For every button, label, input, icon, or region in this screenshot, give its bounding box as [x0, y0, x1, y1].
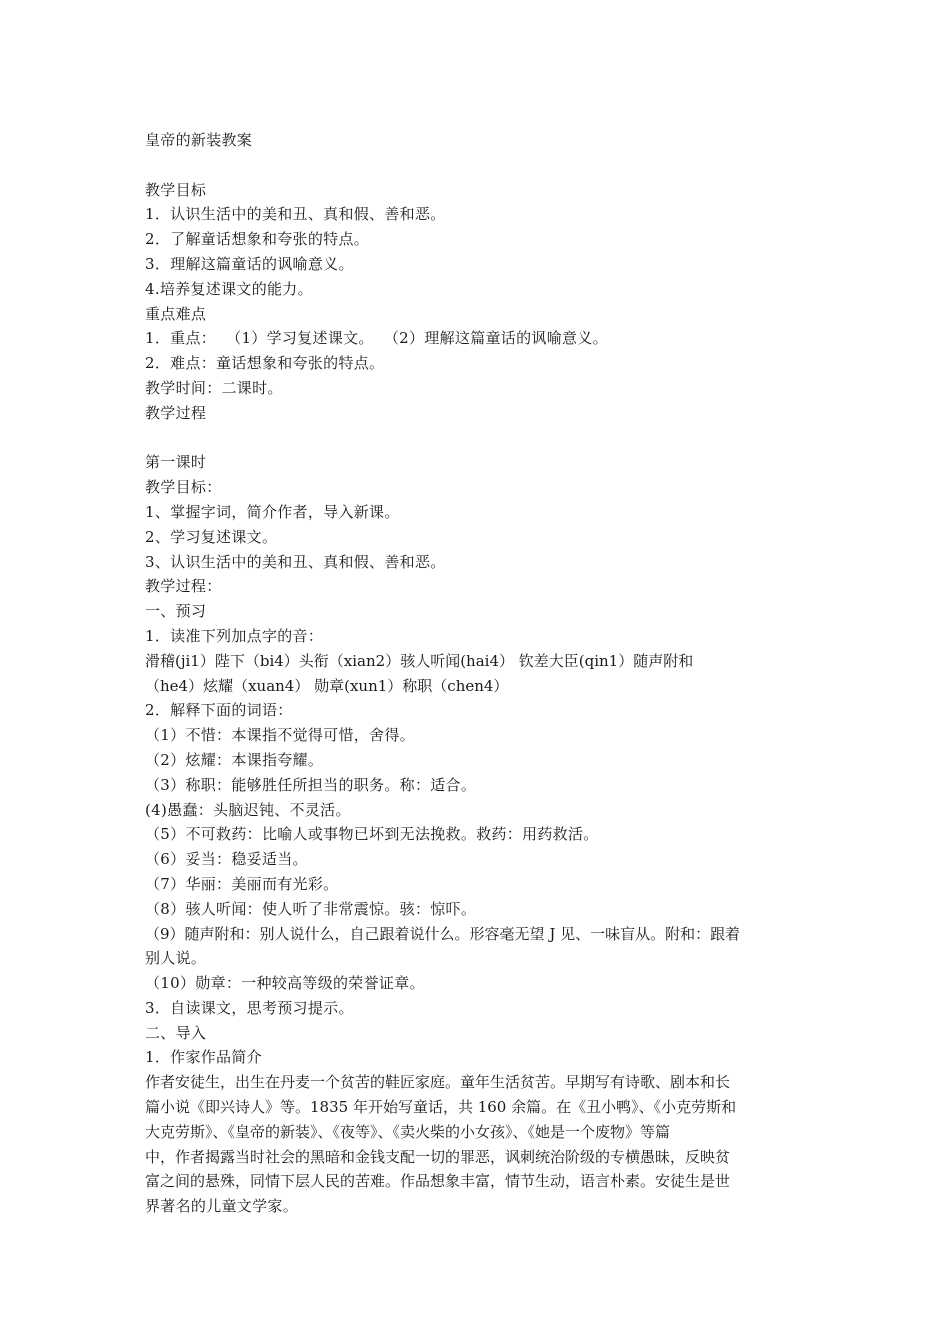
goal-item: 2．了解童话想象和夸张的特点。	[145, 230, 370, 249]
explain-heading: 2．解释下面的词语：	[145, 701, 293, 720]
key-points-heading: 重点难点	[145, 304, 207, 323]
lesson1-process-heading: 教学过程：	[145, 577, 222, 596]
lesson1-goals-heading: 教学目标：	[145, 478, 222, 497]
author-paragraph-line: 作者安徒生，出生在丹麦一个贫苦的鞋匠家庭。童年生活贫苦。早期写有诗歌、剧本和长	[145, 1073, 731, 1092]
spacer	[145, 426, 810, 451]
goal-item: 4.培养复述课文的能力。	[145, 279, 313, 298]
explanation-item: （8）骇人听闻：使人听了非常震惊。骇：惊吓。	[145, 899, 477, 918]
pronunciation-line: （he4）炫耀（xuan4） 勋章(xun1）称职（chen4）	[145, 676, 509, 695]
explanation-item: （3）称职：能够胜任所担当的职务。称：适合。	[145, 775, 477, 794]
lesson1-title: 第一课时	[145, 453, 207, 472]
author-paragraph-line: 篇小说《即兴诗人》等。1835 年开始写童话，共 160 余篇。在《丑小鸭》、《小克劳斯和	[145, 1098, 737, 1117]
goal-item: 3．理解这篇童话的讽喻意义。	[145, 254, 354, 273]
pronunciation-line: 滑稽(ji1）陛下（bi4）头衔（xian2）骇人听闻(hai4） 钦差大臣(qin1）随声附和	[145, 651, 694, 670]
explanation-item: (4)愚蠢：头脑迟钝、不灵活。	[145, 800, 351, 819]
key-point-item: 2．难点：童话想象和夸张的特点。	[145, 354, 385, 373]
lesson1-goal: 3、认识生活中的美和丑、真和假、善和恶。	[145, 552, 446, 571]
explanation-item: 别人说。	[145, 949, 207, 968]
document-page	[145, 128, 810, 1219]
teaching-time: 教学时间：二课时。	[145, 378, 283, 397]
key-point-item: 1．重点： （1）学习复述课文。 （2）理解这篇童话的讽喻意义。	[145, 329, 608, 348]
explanation-item: （7）华丽：美丽而有光彩。	[145, 874, 339, 893]
goal-item: 1．认识生活中的美和丑、真和假、善和恶。	[145, 205, 446, 224]
lesson1-goal: 2、学习复述课文。	[145, 527, 278, 546]
process-heading: 教学过程	[145, 403, 207, 422]
lesson1-goal: 1、掌握字词，简介作者，导入新课。	[145, 502, 400, 521]
goals-heading: 教学目标	[145, 180, 207, 199]
author-heading: 1．作家作品简介	[145, 1048, 262, 1067]
author-paragraph-line: 中，作者揭露当时社会的黑暗和金钱支配一切的罪恶，讽刺统治阶级的专横愚昧，反映贫	[145, 1147, 731, 1166]
explanation-item: （1）不惜：本课指不觉得可惜，舍得。	[145, 726, 415, 745]
preview-heading: 一、预习	[145, 602, 207, 621]
author-paragraph-line: 富之间的悬殊，同情下层人民的苦难。作品想象丰富，情节生动，语言朴素。安徒生是世	[145, 1172, 731, 1191]
pronunciation-heading: 1．读准下列加点字的音：	[145, 626, 324, 645]
explanation-item: （10）勋章：一种较高等级的荣誉证章。	[145, 974, 425, 993]
self-read-item: 3．自读课文，思考预习提示。	[145, 998, 354, 1017]
document-title: 皇帝的新装教案	[145, 131, 253, 149]
spacer	[145, 153, 810, 178]
explanation-item: （5）不可救药：比喻人或事物已坏到无法挽救。救药：用药救活。	[145, 825, 599, 844]
explanation-item: （6）妥当：稳妥适当。	[145, 850, 308, 869]
author-paragraph-line: 界著名的儿童文学家。	[145, 1197, 299, 1216]
author-paragraph-line: 大克劳斯》、《皇帝的新装》、《夜等》、《卖火柴的小女孩》、《她是一个废物》等篇	[145, 1122, 671, 1141]
explanation-item: （9）随声附和：别人说什么，自己跟着说什么。形容毫无望 J 见、一味盲从。附和：跟着	[145, 924, 741, 943]
explanation-item: （2）炫耀：本课指夸耀。	[145, 750, 324, 769]
intro-heading: 二、导入	[145, 1023, 207, 1042]
